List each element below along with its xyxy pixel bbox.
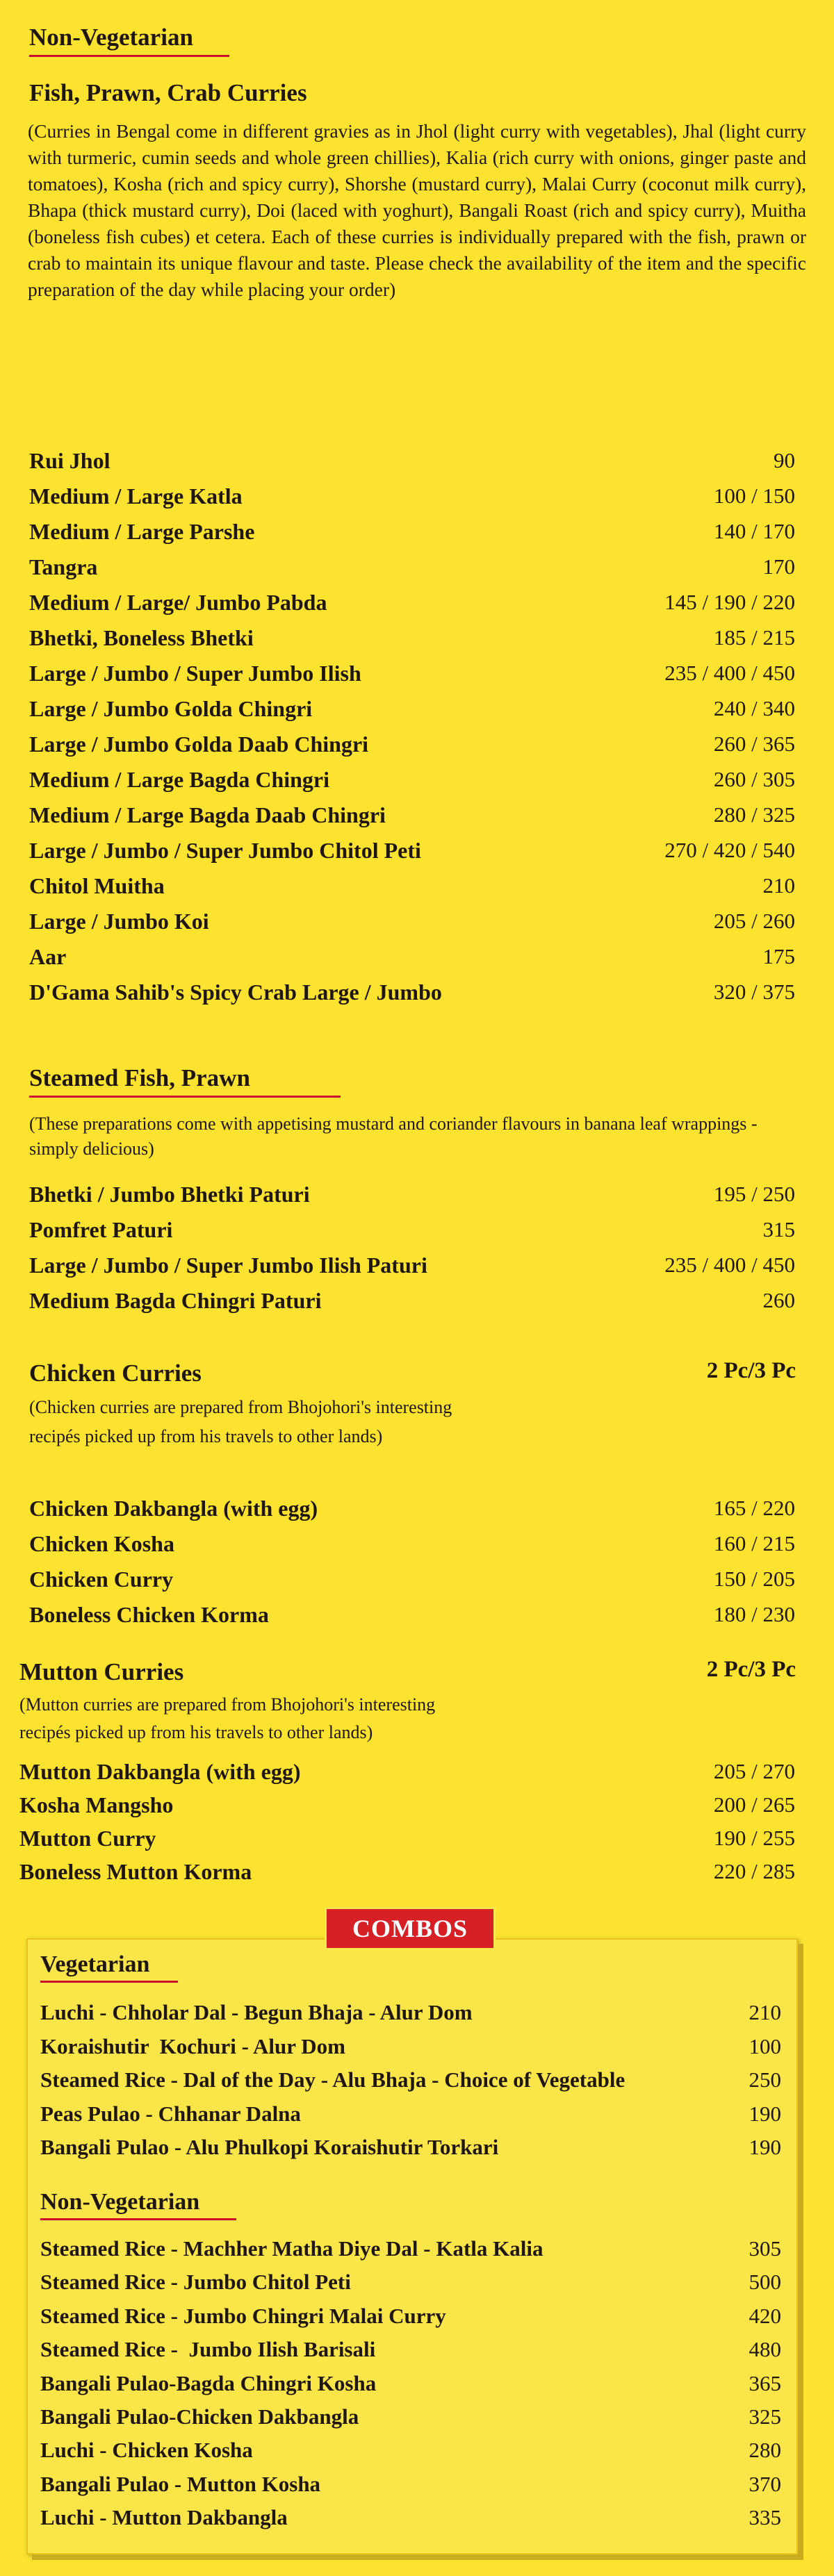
item-name: Mutton Curry — [19, 1825, 156, 1851]
combo-veg-item — [40, 2030, 781, 2063]
chicken-section-title: Chicken Curries — [29, 1360, 202, 1387]
item-name: Large / Jumbo / Super Jumbo Ilish Paturi — [29, 1252, 427, 1278]
fish-section-description: (Curries in Bengal come in different gravies as in Jhol (light curry with vegetables), Jhal (light curry with turmeric, cumin seeds and whole green chillies), Kalia (rich curry with onions, ginger paste and tomatoes), Kosha (rich and spicy curry), Shorshe (mustard curry), Malai Curry (coconut milk curry), Bhapa (thick mustard curry), Doi (laced with yoghurt), Bangali Roast (rich and spicy curry), Muitha (boneless fish cubes) et cetera. Each of these curries is individually prepared with the fish, prawn or crab to maintain its unique flavour and taste. Please check the availability of the item and the specific preparation of the day while placing your order) — [28, 120, 806, 300]
fish-menu-item — [29, 904, 795, 939]
item-name: Peas Pulao - Chhanar Dalna — [40, 2101, 301, 2126]
combo-nonveg-item — [40, 2265, 781, 2299]
item-name: Bangali Pulao-Chicken Dakbangla — [40, 2404, 359, 2429]
fish-menu-item — [29, 691, 795, 726]
item-name: Aar — [29, 943, 67, 969]
nonveg-underline — [29, 55, 229, 57]
item-price: 190 — [749, 2135, 781, 2159]
item-name: Large / Jumbo / Super Jumbo Chitol Peti — [29, 837, 421, 863]
item-price: 175 — [762, 944, 795, 968]
item-price: 145 / 190 / 220 — [664, 590, 795, 614]
item-price: 280 — [749, 2438, 781, 2463]
item-price: 325 — [749, 2404, 781, 2429]
item-name: Bangali Pulao-Bagda Chingri Kosha — [40, 2370, 377, 2395]
fish-menu-item — [29, 585, 795, 620]
item-price: 320 / 375 — [713, 980, 795, 1004]
item-price: 160 / 215 — [713, 1531, 795, 1555]
item-name: Chicken Dakbangla (with egg) — [29, 1495, 318, 1521]
item-name: Medium / Large Bagda Daab Chingri — [29, 802, 386, 827]
item-name: Mutton Dakbangla (with egg) — [19, 1758, 301, 1784]
fish-menu-item — [29, 620, 795, 655]
mutton-menu-item — [19, 1854, 795, 1889]
mutton-menu-item — [19, 1787, 795, 1822]
item-name: Luchi - Mutton Dakbangla — [40, 2505, 288, 2530]
item-price: 150 / 205 — [713, 1567, 795, 1591]
mutton-menu-item — [19, 1754, 795, 1789]
chicken-menu-item — [29, 1526, 795, 1561]
fish-menu-item — [29, 762, 795, 797]
fish-menu-item — [29, 656, 795, 691]
chicken-menu-item — [29, 1491, 795, 1526]
item-name: Large / Jumbo Golda Chingri — [29, 695, 313, 721]
item-price: 220 / 285 — [713, 1859, 795, 1883]
chicken-pieces-header: 2 Pc/3 Pc — [706, 1358, 796, 1383]
chicken-description-line-2: recipés picked up from his travels to other lands) — [29, 1426, 383, 1446]
item-name: Bhetki / Jumbo Bhetki Paturi — [29, 1181, 310, 1207]
item-price: 260 / 365 — [713, 732, 795, 756]
fish-menu-item — [29, 727, 795, 761]
combos-veg-underline — [40, 1981, 178, 1983]
item-name: Kosha Mangsho — [19, 1792, 174, 1817]
combo-veg-item — [40, 2097, 781, 2131]
combo-veg-item — [40, 1996, 781, 2029]
combo-nonveg-item — [40, 2232, 781, 2265]
item-name: Pomfret Paturi — [29, 1216, 173, 1242]
fish-menu-item — [29, 939, 795, 974]
item-price: 185 / 215 — [713, 625, 795, 650]
mutton-description-line-2: recipés picked up from his travels to other lands) — [19, 1722, 373, 1742]
item-name: Steamed Rice - Jumbo Chitol Peti — [40, 2270, 351, 2295]
mutton-description-line-1: (Mutton curries are prepared from Bhojohori's interesting — [19, 1694, 436, 1715]
item-price: 260 — [762, 1288, 795, 1312]
item-price: 140 / 170 — [713, 519, 795, 543]
item-price: 205 / 270 — [713, 1759, 795, 1783]
item-name: Medium / Large Bagda Chingri — [29, 766, 330, 792]
item-price: 170 — [762, 554, 795, 579]
item-name: Boneless Chicken Korma — [29, 1601, 269, 1627]
item-price: 210 — [749, 2000, 781, 2024]
item-name: Steamed Rice - Jumbo Ilish Barisali — [40, 2337, 376, 2362]
steamed-section-title: Steamed Fish, Prawn — [29, 1064, 250, 1091]
mutton-pieces-header: 2 Pc/3 Pc — [706, 1657, 796, 1682]
steamed-menu-item — [29, 1212, 795, 1247]
item-name: Boneless Mutton Korma — [19, 1858, 252, 1884]
fish-menu-item — [29, 868, 795, 903]
item-name: Large / Jumbo / Super Jumbo Ilish — [29, 660, 361, 686]
item-price: 200 / 265 — [713, 1792, 795, 1817]
item-name: Chitol Muitha — [29, 873, 165, 898]
item-price: 190 / 255 — [713, 1826, 795, 1850]
fish-menu-item — [29, 975, 795, 1009]
combo-veg-item — [40, 2131, 781, 2164]
item-name: D'Gama Sahib's Spicy Crab Large / Jumbo — [29, 979, 442, 1005]
item-price: 210 — [762, 873, 795, 898]
item-name: Tangra — [29, 554, 98, 579]
item-price: 100 / 150 — [713, 484, 795, 508]
item-price: 500 — [749, 2270, 781, 2295]
combos-veg-title: Vegetarian — [40, 1951, 150, 1977]
item-name: Bhetki, Boneless Bhetki — [29, 625, 254, 650]
item-name: Rui Jhol — [29, 447, 111, 473]
fish-menu-item — [29, 798, 795, 832]
item-price: 335 — [749, 2505, 781, 2530]
item-price: 315 — [762, 1217, 795, 1241]
fish-menu-item — [29, 514, 795, 549]
item-name: Steamed Rice - Machher Matha Diye Dal - Katla Kalia — [40, 2236, 543, 2261]
item-name: Medium / Large Parshe — [29, 518, 255, 544]
chicken-menu-item — [29, 1562, 795, 1596]
steamed-menu-item — [29, 1177, 795, 1212]
item-price: 90 — [774, 448, 795, 472]
steamed-underline — [29, 1096, 341, 1098]
item-price: 240 / 340 — [713, 696, 795, 720]
combo-nonveg-item — [40, 2434, 781, 2467]
item-name: Steamed Rice - Dal of the Day - Alu Bhaja - Choice of Vegetable — [40, 2067, 626, 2092]
steamed-menu-item — [29, 1283, 795, 1318]
item-name: Bangali Pulao - Alu Phulkopi Koraishutir Torkari — [40, 2135, 499, 2159]
item-price: 365 — [749, 2370, 781, 2395]
item-name: Medium / Large/ Jumbo Pabda — [29, 589, 327, 615]
item-price: 305 — [749, 2236, 781, 2261]
item-name: Luchi - Chholar Dal - Begun Bhaja - Alur Dom — [40, 2000, 473, 2024]
item-price: 235 / 400 / 450 — [664, 661, 795, 685]
fish-menu-item — [29, 443, 795, 478]
item-price: 420 — [749, 2303, 781, 2328]
item-price: 250 — [749, 2067, 781, 2092]
mutton-menu-item — [19, 1821, 795, 1856]
combos-badge: COMBOS — [327, 1909, 493, 1948]
item-price: 270 / 420 / 540 — [664, 838, 795, 862]
item-name: Medium Bagda Chingri Paturi — [29, 1287, 322, 1313]
item-price: 100 — [749, 2033, 781, 2058]
fish-menu-item — [29, 479, 795, 513]
item-price: 280 / 325 — [713, 802, 795, 827]
item-price: 480 — [749, 2337, 781, 2362]
fish-menu-item — [29, 550, 795, 584]
mutton-section-title: Mutton Curries — [19, 1658, 184, 1685]
combo-nonveg-item — [40, 2400, 781, 2434]
steamed-section-description: (These preparations come with appetising mustard and coriander flavours in banana leaf wrappings - simply delicious) — [29, 1114, 758, 1159]
item-price: 195 / 250 — [713, 1182, 795, 1206]
chicken-description-line-1: (Chicken curries are prepared from Bhojohori's interesting — [29, 1397, 452, 1417]
item-name: Steamed Rice - Jumbo Chingri Malai Curry — [40, 2303, 446, 2328]
fish-menu-item — [29, 833, 795, 868]
item-price: 190 — [749, 2101, 781, 2126]
nonveg-title: Non-Vegetarian — [29, 24, 193, 51]
combos-nonveg-title: Non-Vegetarian — [40, 2189, 200, 2215]
item-name: Large / Jumbo Koi — [29, 908, 209, 934]
item-price: 235 / 400 / 450 — [664, 1253, 795, 1277]
combos-nonveg-underline — [40, 2218, 236, 2220]
item-name: Chicken Kosha — [29, 1530, 174, 1556]
steamed-menu-item — [29, 1248, 795, 1282]
combo-veg-item — [40, 2063, 781, 2097]
item-price: 165 / 220 — [713, 1496, 795, 1520]
item-price: 260 / 305 — [713, 767, 795, 791]
combo-nonveg-item — [40, 2468, 781, 2501]
item-name: Bangali Pulao - Mutton Kosha — [40, 2471, 321, 2496]
combo-nonveg-item — [40, 2333, 781, 2366]
chicken-menu-item — [29, 1597, 795, 1632]
item-name: Luchi - Chicken Kosha — [40, 2438, 253, 2463]
item-price: 370 — [749, 2471, 781, 2496]
fish-section-title: Fish, Prawn, Crab Curries — [29, 79, 307, 106]
item-name: Medium / Large Katla — [29, 483, 243, 509]
item-name: Koraishutir Kochuri - Alur Dom — [40, 2033, 345, 2058]
combo-nonveg-item — [40, 2367, 781, 2400]
item-name: Chicken Curry — [29, 1566, 174, 1592]
item-price: 180 / 230 — [713, 1602, 795, 1626]
combo-nonveg-item — [40, 2501, 781, 2534]
item-price: 205 / 260 — [713, 909, 795, 933]
item-name: Large / Jumbo Golda Daab Chingri — [29, 731, 369, 757]
combo-nonveg-item — [40, 2300, 781, 2333]
